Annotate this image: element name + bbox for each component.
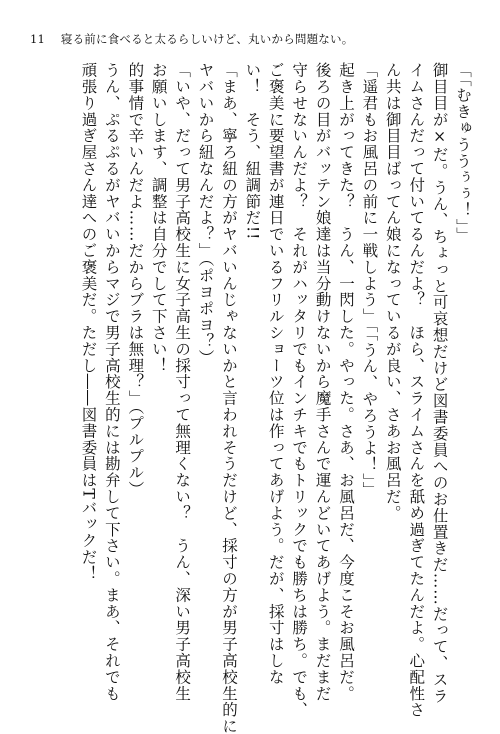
text-line: ん共は御目目ばってん娘になっているが良い、さあお風呂だ。 (383, 62, 402, 522)
text-line: 「いや、だって男子高校生に女子高生の採寸って無理くない？ うん、深い男子高校生 (173, 62, 192, 702)
text-line: 頑張り過ぎ屋さん達へのご褒美だ。ただし――図書委員はTバックだ！ (79, 62, 98, 582)
running-title: 寝る前に食べると太るらしいけど、丸いから問題ない。 (60, 32, 354, 46)
running-header (30, 34, 470, 46)
text-line: 守らせないんだよ？ それがハッタリでもインチキでもトリックでも勝ちは勝ち。でも、 (290, 62, 309, 718)
text-line: 起き上がってきた？ うん、一閃した。やった。さあ、お風呂だ、今度こそお風呂だ。 (336, 62, 355, 702)
text-line: 「遥君もお風呂の前に一戦しよう」「「うん、やろうよ！」」 (360, 62, 379, 498)
text-line: ヤバいから紐なんだよ？」（ポヨポヨ？） (196, 62, 215, 366)
vertical-body-text (34, 62, 474, 734)
text-line: うん、ぷるぷるがヤバいからマジで男子高校生的には勘弁して下さい。まあ、それでも (102, 62, 121, 702)
text-line: お願いします、調整は自分でして下さい！ (149, 62, 168, 374)
text-line: い！ そう、紐調節だ!! (243, 62, 262, 241)
text-line: 御目目が×だ。うん、ちょっと可哀想だけど図書委員へのお仕置きだ……だって、スラ (430, 62, 449, 705)
text-line: 「「むきゅううぅぅ！」」 (454, 62, 472, 244)
text-line: ご褒美に要望書が連日でいるフリルショーツ位は作ってあげよう。だが、採寸はしな (266, 62, 285, 686)
text-line: 「まあ、寧ろ紐の方がヤバいんじゃないかと言われそうだけど、採寸の方が男子高校生的に (219, 62, 238, 734)
text-line: 後ろの目がバッテン娘達は当分動けないから魔手さんで運んどいてあげよう。まだまだ (313, 62, 332, 702)
text-line: 的事情で辛いんだよ……だからブラは無理？」（プルプル） (126, 62, 145, 498)
page-number: 11 (30, 32, 46, 46)
text-line: イムさんだって付いてるんだよ？ ほら、スライムさんを舐め過ぎてたんだよ。心配性さ (407, 62, 426, 718)
